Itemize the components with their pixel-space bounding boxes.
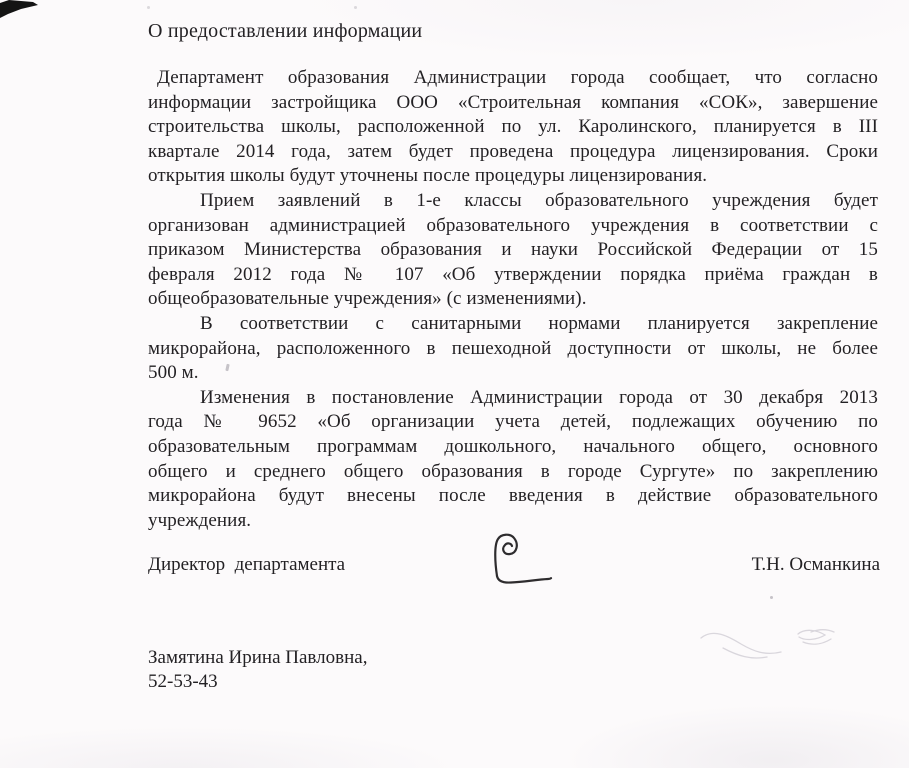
paragraph xyxy=(148,386,878,534)
paragraph xyxy=(148,66,878,189)
paragraph-line: общеобразовательные учреждения» (с изменениями). xyxy=(148,288,587,310)
paragraph-line: строительства школы, расположенной по ул. Каролинского, планируется в III xyxy=(148,116,878,138)
scan-speck xyxy=(354,6,357,9)
paragraph-line: открытия школы будут уточнены после процедуры лицензирования. xyxy=(148,165,708,187)
paragraph-line: приказом Министерства образования и науки Российской Федерации от 15 xyxy=(148,239,878,261)
paragraph-line: Департамент образования Администрации города сообщает, что согласно xyxy=(157,67,878,88)
scan-speck xyxy=(770,596,773,599)
paragraph-line: образовательным программам дошкольного, начального общего, основного xyxy=(148,435,878,457)
paragraph xyxy=(148,312,878,386)
paragraph-line: февраля 2012 года № 107 «Об утверждении порядка приёма граждан в xyxy=(148,263,878,285)
paragraph-line: учреждения. xyxy=(148,509,252,531)
signer-position: Директор департамента xyxy=(148,554,346,575)
letter-body xyxy=(148,66,878,533)
paragraph-line: микрорайона будут внесены после введения в действие образовательного xyxy=(148,485,878,507)
paragraph-line: информации застройщика ООО «Строительная компания «СОК», завершение xyxy=(148,91,878,113)
paragraph-line: Изменения в постановление Администрации города от 30 декабря 2013 xyxy=(200,386,878,408)
executor-block xyxy=(148,646,367,693)
paragraph-line: организован администрацией образовательного учреждения в соответствии с xyxy=(148,214,878,236)
paragraph-line: В соответствии с санитарными нормами планируется закрепление xyxy=(200,312,878,334)
paragraph-line: 500 м. xyxy=(148,362,199,384)
paragraph-line: года № 9652 «Об организации учета детей, подлежащих обучению по xyxy=(148,411,878,433)
paragraph-line: общего и среднего общего образования в городе Сургуте» по закреплению xyxy=(148,460,878,482)
executor-name: Замятина Ирина Павловна, xyxy=(148,647,368,668)
executor-phone: 52-53-43 xyxy=(148,670,218,692)
handwritten-signature-icon xyxy=(484,531,572,587)
pencil-scribble-artifact xyxy=(693,586,863,681)
paragraph-line: микрорайона, расположенного в пешеходной доступности от школы, не более xyxy=(148,337,878,359)
signer-name: Т.Н. Османкина xyxy=(751,554,880,575)
letter-subject: О предоставлении информации xyxy=(148,20,423,42)
paragraph-line: квартале 2014 года, затем будет проведена процедура лицензирования. Сроки xyxy=(148,140,878,162)
scan-speck xyxy=(147,6,150,9)
scan-corner-artifact xyxy=(0,0,44,22)
paragraph xyxy=(148,189,878,312)
paragraph-line: Прием заявлений в 1-е классы образовательного учреждения будет xyxy=(200,189,878,211)
